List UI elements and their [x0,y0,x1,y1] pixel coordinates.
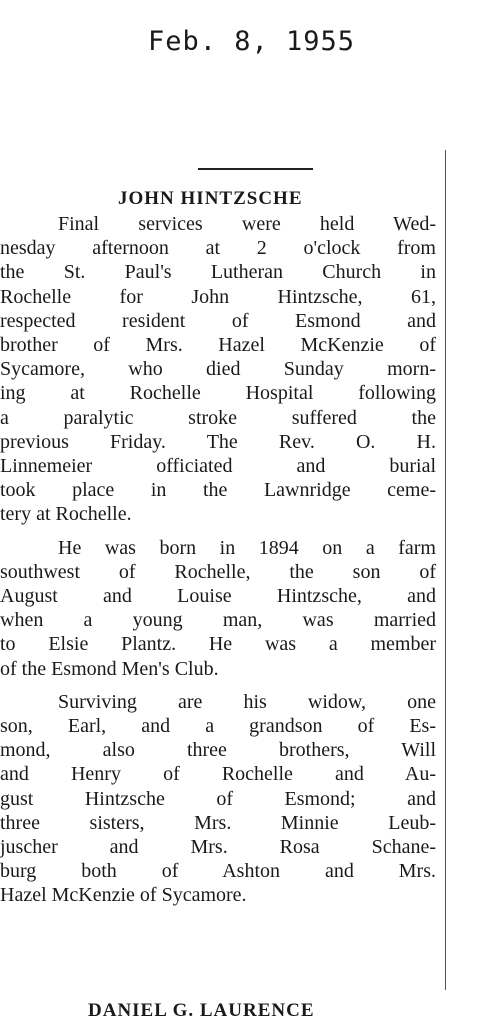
text-line: Final services were held Wed- [58,213,436,235]
text-line: Surviving are his widow, one [58,690,436,713]
text-line: gust Hintzsche of Esmond; and [0,787,436,810]
text-line: Linnemeier officiated and burial [0,455,436,478]
text-line: and Henry of Rochelle and Au- [0,763,436,786]
paragraph-biography [0,536,436,681]
text-line: He was born in 1894 on a farm [58,536,436,559]
next-obituary-headline: DANIEL G. LAURENCE [88,1000,315,1021]
headline-rule [198,168,313,170]
obituary-headline: JOHN HINTZSCHE [118,188,303,209]
text-line: respected resident of Esmond and [0,309,436,332]
text-line: the St. Paul's Lutheran Church in [0,261,436,284]
text-line: burg both of Ashton and Mrs. [0,860,436,883]
text-line: of the Esmond Men's Club. [0,657,219,680]
text-line: previous Friday. The Rev. O. H. [0,430,436,453]
text-line: to Elsie Plantz. He was a member [0,633,436,656]
text-line: nesday afternoon at 2 o'clock from [0,237,436,260]
column-rule [445,150,446,990]
text-line: August and Louise Hintzsche, and [0,585,436,608]
obituary-body [0,212,436,917]
text-line: Sycamore, who died Sunday morn- [0,358,436,381]
paragraph-survivors [0,690,436,908]
text-line: a paralytic stroke suffered the [0,406,436,429]
text-line: son, Earl, and a grandson of Es- [0,715,436,738]
clipping-date: Feb. 8, 1955 [148,26,356,57]
text-line: three sisters, Mrs. Minnie Leub- [0,811,436,834]
text-line: mond, also three brothers, Will [0,739,436,762]
text-line: juscher and Mrs. Rosa Schane- [0,836,436,859]
text-line: when a young man, was married [0,609,436,632]
paragraph-services [0,212,436,527]
text-line: Hazel McKenzie of Sycamore. [0,884,247,907]
text-line: took place in the Lawnridge ceme- [0,479,436,502]
text-line: Rochelle for John Hintzsche, 61, [0,285,436,308]
text-line: tery at Rochelle. [0,503,132,526]
text-line: brother of Mrs. Hazel McKenzie of [0,334,436,357]
text-line: ing at Rochelle Hospital following [0,382,436,405]
text-line: southwest of Rochelle, the son of [0,560,436,583]
